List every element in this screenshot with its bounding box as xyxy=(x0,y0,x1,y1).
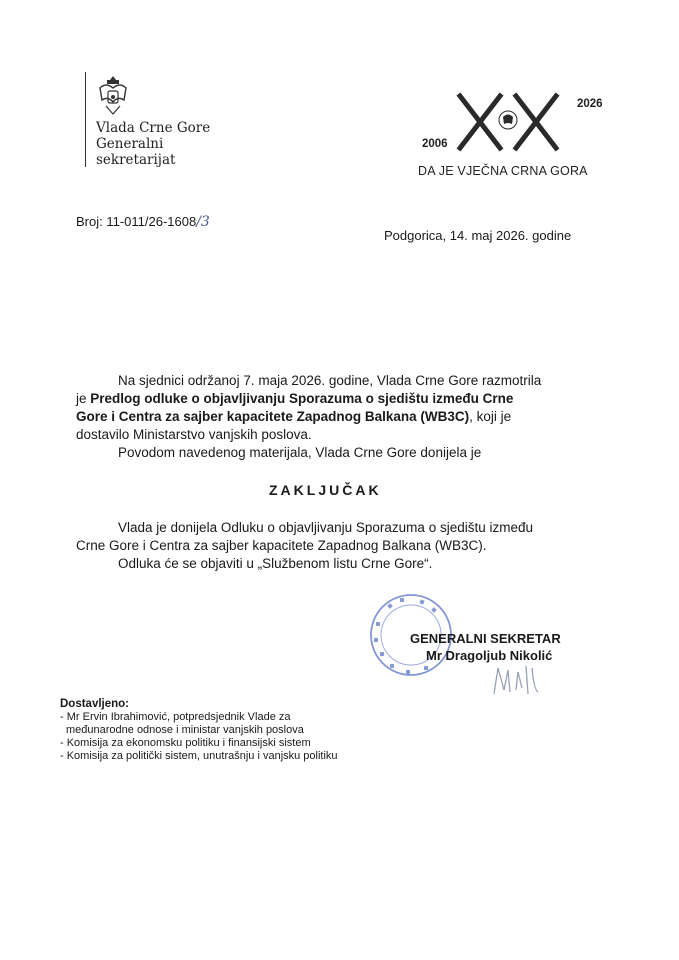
paragraph-conclusion xyxy=(76,519,533,573)
distribution-title: Dostavljeno: xyxy=(60,698,130,710)
paragraph-line: Vlada je donijela Odluku o objavljivanju Sporazuma o sjedištu između xyxy=(118,520,533,535)
list-item: - Mr Ervin Ibrahimović, potpredsjednik Vlade za xyxy=(60,711,291,723)
organization-name xyxy=(96,120,210,168)
text-fragment-bold: Predlog odluke o objavljivanju Sporazuma o sjedištu između Crne xyxy=(90,391,514,406)
anniversary-logo xyxy=(438,92,578,152)
coat-of-arms-icon xyxy=(96,74,130,116)
signatory-name: Mr Dragoljub Nikolić xyxy=(426,648,553,663)
paragraph-line: Povodom navedenog materijala, Vlada Crne Gore donijela je xyxy=(118,445,482,460)
text-fragment: je xyxy=(76,391,91,406)
conclusion-heading: ZAKLJUČAK xyxy=(269,482,382,498)
list-item: međunarodne odnose i ministar vanjskih poslova xyxy=(66,724,304,736)
org-line: sekretarijat xyxy=(96,152,176,168)
reference-number-handwritten: /3 xyxy=(196,214,210,230)
paragraph-line: dostavilo Ministarstvo vanjskih poslova. xyxy=(76,427,312,442)
place-date: Podgorica, 14. maj 2026. godine xyxy=(384,228,572,243)
header-divider xyxy=(85,72,86,167)
org-line: Vlada Crne Gore xyxy=(96,120,211,136)
distribution-list xyxy=(60,698,338,763)
reference-number xyxy=(76,214,210,230)
text-fragment-bold: Gore i Centra za sajber kapacitete Zapadnog Balkana (WB3C) xyxy=(76,409,470,424)
paragraph-line: Na sjednici održanoj 7. maja 2026. godine, Vlada Crne Gore razmotrila xyxy=(118,373,542,388)
paragraph-line xyxy=(76,408,606,426)
paragraph-line: Odluka će se objaviti u „Službenom listu Crne Gore“. xyxy=(118,556,433,571)
signatory-title: GENERALNI SEKRETAR xyxy=(410,631,561,646)
signature-block xyxy=(410,630,561,664)
motto: DA JE VJEČNA CRNA GORA xyxy=(418,164,588,178)
reference-number-text: Broj: 11-011/26-1608 xyxy=(76,214,197,229)
year-start: 2006 xyxy=(422,138,448,150)
paragraph-line: Crne Gore i Centra za sajber kapacitete Zapadnog Balkana (WB3C). xyxy=(76,538,487,553)
paragraph-session xyxy=(76,372,606,462)
list-item: - Komisija za politički sistem, unutrašnju i vanjsku politiku xyxy=(60,750,338,762)
paragraph-line xyxy=(76,390,606,408)
text-fragment: , koji je xyxy=(469,409,512,424)
org-line: Generalni xyxy=(96,136,164,152)
year-end: 2026 xyxy=(577,98,603,110)
list-item: - Komisija za ekonomsku politiku i finansijski sistem xyxy=(60,737,311,749)
handwritten-signature xyxy=(488,660,548,700)
